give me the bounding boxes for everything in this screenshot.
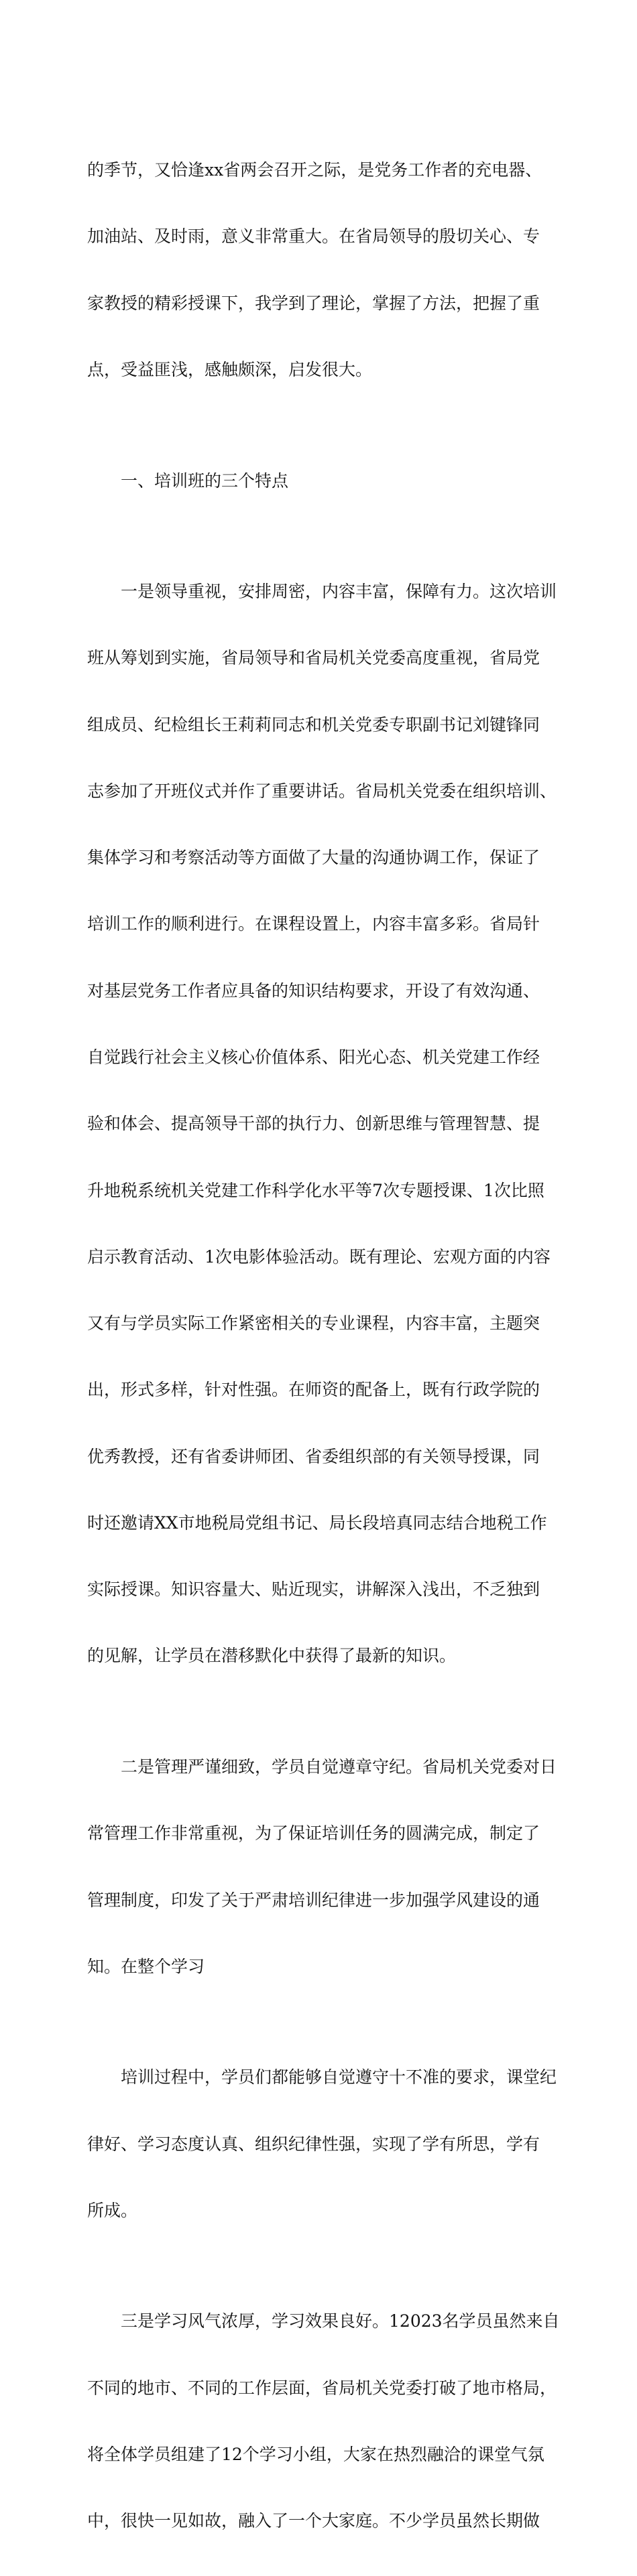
text-line: 验和体会、提高领导干部的执行力、创新思维与管理智慧、提: [87, 1114, 540, 1134]
text-line: 对基层党务工作者应具备的知识结构要求，开设了有效沟通、: [87, 980, 540, 1001]
text-line: 实际授课。知识容量大、贴近现实，讲解深入浅出，不乏独到: [87, 1580, 540, 1600]
text-line: 组成员、纪检组长王莉莉同志和机关党委专职副书记刘键锋同: [87, 714, 540, 734]
text-line: 的见解，让学员在潜移默化中获得了最新的知识。: [87, 1646, 457, 1666]
text-line: 又有与学员实际工作紧密相关的专业课程，内容丰富，主题突: [87, 1313, 540, 1334]
text-line: 中，很快一见如故，融入了一个大家庭。不少学员虽然长期做: [87, 2511, 540, 2531]
text-line: 培训过程中，学员们都能够自觉遵守十不准的要求，课堂纪: [87, 2067, 557, 2087]
text-line: 加油站、及时雨，意义非常重大。在省局领导的殷切关心、专: [87, 227, 540, 247]
text-line: 班从筹划到实施，省局领导和省局机关党委高度重视，省局党: [87, 648, 540, 668]
text-line: 时还邀请XX市地税局党组书记、局长段培真同志结合地税工作: [87, 1512, 547, 1533]
text-line: 律好、学习态度认真、组织纪律性强，实现了学有所思，学有: [87, 2134, 540, 2154]
text-line: 管理制度，印发了关于严肃培训纪律进一步加强学风建设的通: [87, 1890, 540, 1910]
heading-line: 一、培训班的三个特点: [87, 470, 289, 491]
text-line: 常管理工作非常重视，为了保证培训任务的圆满完成，制定了: [87, 1823, 540, 1844]
text-line: 三是学习风气浓厚，学习效果良好。12023名学员虽然来自: [87, 2311, 560, 2331]
text-line: 家教授的精彩授课下，我学到了理论，掌握了方法，把握了重: [87, 293, 540, 313]
paragraph-point-three: [87, 2266, 560, 2576]
text-line: 优秀教授，还有省委讲师团、省委组织部的有关领导授课，同: [87, 1446, 540, 1466]
text-line: 出，形式多样，针对性强。在师资的配备上，既有行政学院的: [87, 1380, 540, 1400]
paragraph-training-process: [87, 2022, 557, 2266]
text-line: 启示教育活动、1次电影体验活动。既有理论、宏观方面的内容: [87, 1246, 551, 1267]
paragraph-intro: [87, 115, 557, 425]
body-text: [87, 115, 560, 2576]
text-line: 二是管理严谨细致，学员自觉遵章守纪。省局机关党委对日: [87, 1756, 557, 1777]
text-line: 升地税系统机关党建工作科学化水平等7次专题授课、1次比照: [87, 1180, 544, 1200]
text-line: 一是领导重视，安排周密，内容丰富，保障有力。这次培训: [87, 581, 557, 601]
text-line: 自觉践行社会主义核心价值体系、阳光心态、机关党建工作经: [87, 1047, 540, 1067]
text-line: 集体学习和考察活动等方面做了大量的沟通协调工作，保证了: [87, 848, 540, 868]
paragraph-point-one: [87, 536, 557, 1712]
text-line: 将全体学员组建了12个学习小组，大家在热烈融洽的课堂气氛: [87, 2444, 544, 2464]
text-line: 所成。: [87, 2200, 138, 2220]
paragraph-point-two: [87, 1712, 557, 2022]
text-line: 点，受益匪浅，感触颇深，启发很大。: [87, 360, 373, 380]
text-line: 知。在整个学习: [87, 1956, 205, 1976]
section-heading: [87, 425, 557, 535]
text-line: 不同的地市、不同的工作层面，省局机关党委打破了地市格局，: [87, 2378, 557, 2398]
text-line: 的季节，又恰逢xx省两会召开之际，是党务工作者的充电器、: [87, 160, 542, 180]
text-line: 培训工作的顺利进行。在课程设置上，内容丰富多彩。省局针: [87, 914, 540, 934]
text-line: 志参加了开班仪式并作了重要讲话。省局机关党委在组织培训、: [87, 781, 557, 801]
